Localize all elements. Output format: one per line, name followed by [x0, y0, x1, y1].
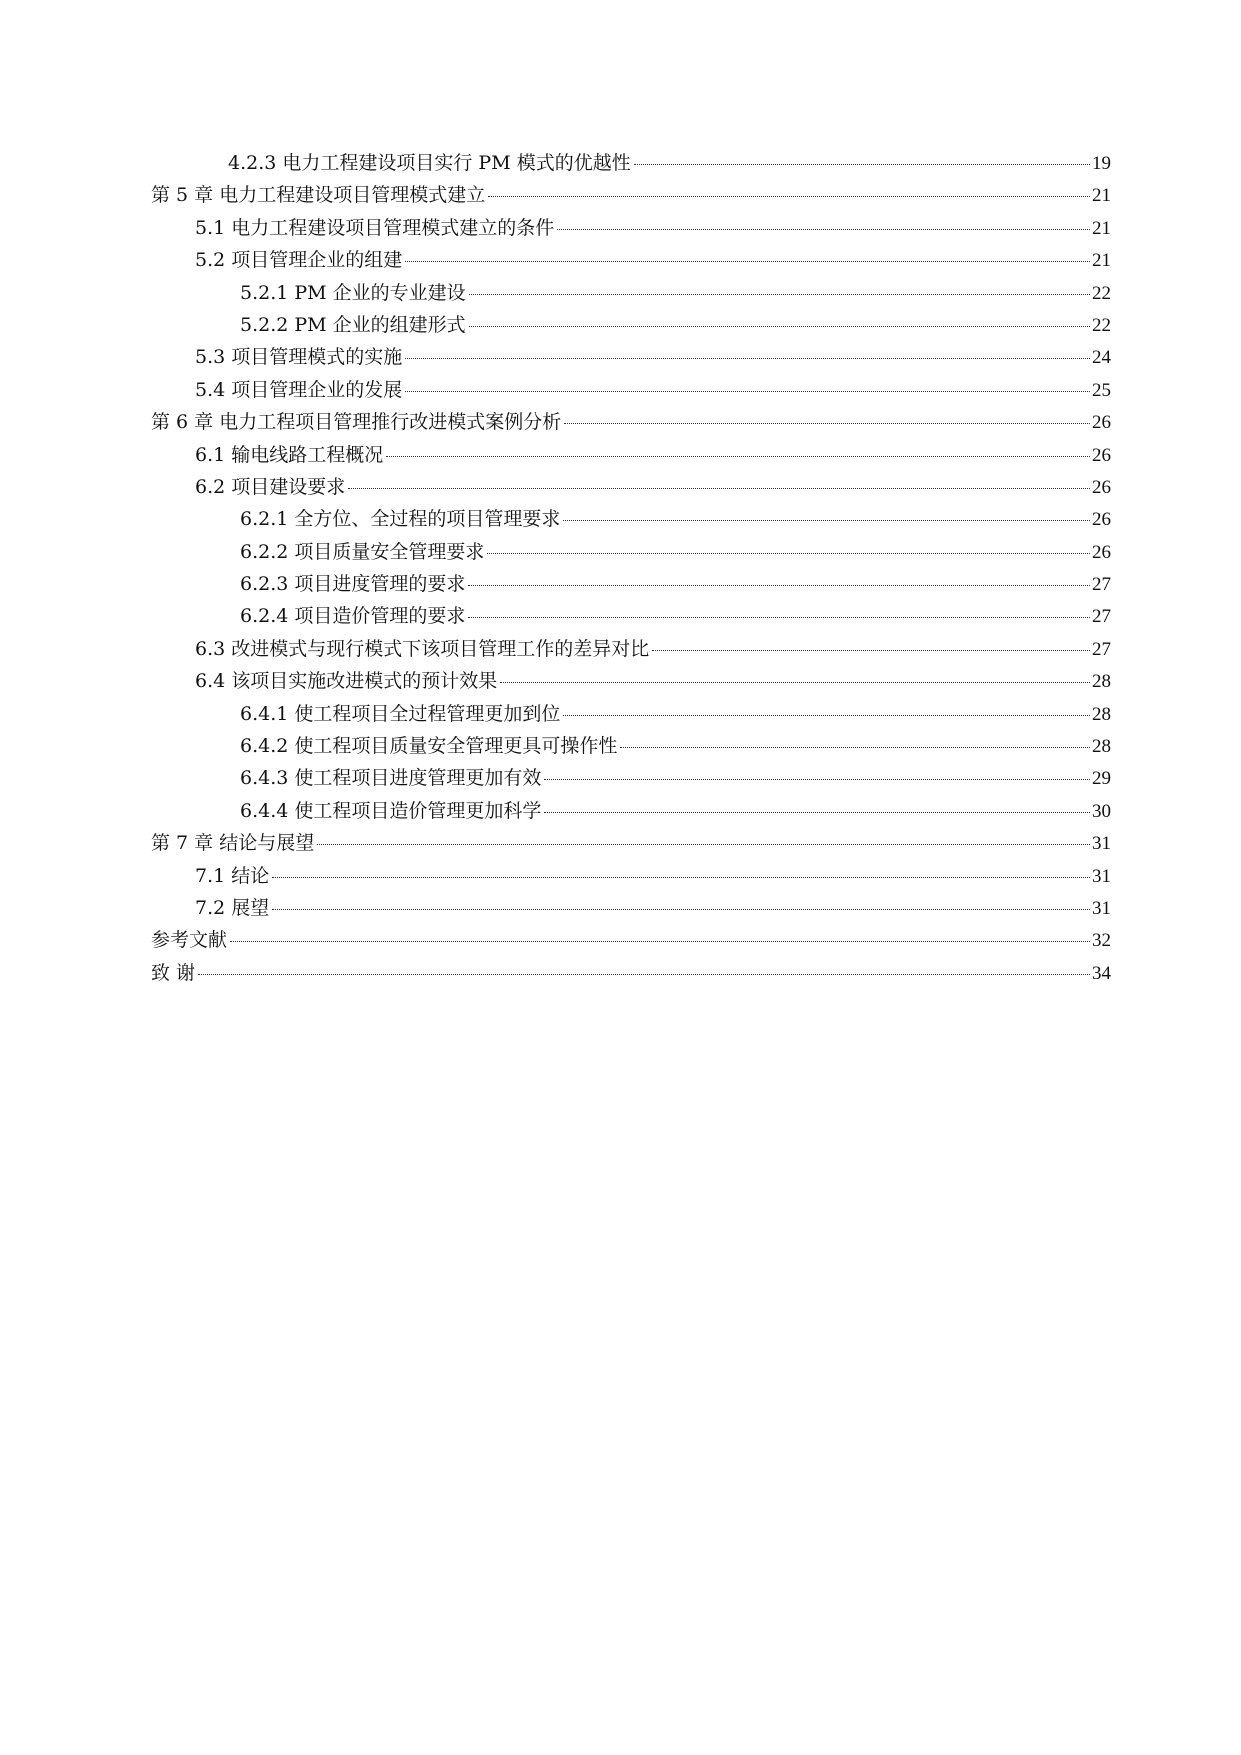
toc-dot-leader: [469, 294, 1090, 295]
toc-page-number: 26: [1092, 476, 1111, 498]
toc-dot-leader: [557, 229, 1090, 230]
toc-dot-leader: [468, 617, 1090, 618]
toc-page-number: 34: [1092, 962, 1111, 984]
toc-dot-leader: [563, 520, 1090, 521]
toc-entry-label: 6.2.1 全方位、全过程的项目管理要求: [240, 508, 561, 531]
toc-page-number: 26: [1092, 509, 1111, 531]
toc-page-number: 26: [1092, 412, 1111, 434]
toc-entry-label: 6.2.3 项目进度管理的要求: [240, 573, 466, 596]
toc-entry[interactable]: [151, 180, 1111, 212]
toc-entry[interactable]: [151, 569, 1111, 601]
toc-entry[interactable]: [151, 828, 1111, 860]
toc-entry-label: 6.4.1 使工程项目全过程管理更加到位: [240, 702, 561, 725]
toc-page-number: 29: [1092, 768, 1111, 790]
toc-entry[interactable]: [151, 407, 1111, 439]
toc-page-number: 21: [1092, 217, 1111, 239]
toc-dot-leader: [544, 779, 1090, 780]
toc-dot-leader: [198, 974, 1090, 975]
toc-dot-leader: [405, 261, 1090, 262]
toc-dot-leader: [620, 747, 1090, 748]
toc-entry[interactable]: [151, 893, 1111, 925]
toc-entry-label: 7.2 展望: [195, 896, 270, 919]
toc-page-number: 24: [1092, 347, 1111, 369]
toc-page-number: 31: [1092, 897, 1111, 919]
toc-entry-label: 6.2.4 项目造价管理的要求: [240, 605, 466, 628]
toc-entry[interactable]: [151, 148, 1111, 180]
toc-entry[interactable]: [151, 342, 1111, 374]
toc-entry-label: 5.2.1 PM 企业的专业建设: [240, 281, 466, 304]
toc-entry[interactable]: [151, 634, 1111, 666]
toc-page-number: 27: [1092, 574, 1111, 596]
toc-dot-leader: [272, 909, 1090, 910]
toc-entry[interactable]: [151, 472, 1111, 504]
toc-page-number: 27: [1092, 606, 1111, 628]
toc-dot-leader: [469, 326, 1090, 327]
toc-entry[interactable]: [151, 666, 1111, 698]
toc-entry[interactable]: [151, 213, 1111, 245]
toc-dot-leader: [386, 456, 1090, 457]
toc-entry-label: 5.2.2 PM 企业的组建形式: [240, 313, 466, 336]
toc-entry[interactable]: [151, 440, 1111, 472]
toc-dot-leader: [272, 877, 1090, 878]
toc-page-number: 32: [1092, 930, 1111, 952]
toc-dot-leader: [405, 358, 1090, 359]
toc-entry[interactable]: [151, 796, 1111, 828]
toc-entry[interactable]: [151, 861, 1111, 893]
toc-page-number: 19: [1092, 153, 1111, 174]
toc-entry-label: 5.3 项目管理模式的实施: [195, 346, 403, 369]
toc-page-number: 25: [1092, 379, 1111, 401]
toc-entry-label: 5.1 电力工程建设项目管理模式建立的条件: [195, 216, 555, 239]
toc-dot-leader: [564, 423, 1090, 424]
toc-entry-label: 6.4.3 使工程项目进度管理更加有效: [240, 767, 542, 790]
toc-page-number: 27: [1092, 638, 1111, 660]
toc-page-number: 21: [1092, 250, 1111, 272]
toc-entry[interactable]: [151, 699, 1111, 731]
toc-entry[interactable]: [151, 763, 1111, 795]
toc-entry-label: 第 6 章 电力工程项目管理推行改进模式案例分析: [151, 411, 562, 434]
table-of-contents: [151, 148, 1111, 990]
toc-dot-leader: [488, 196, 1090, 197]
toc-page-number: 28: [1092, 736, 1111, 758]
toc-page-number: 28: [1092, 703, 1111, 725]
toc-dot-leader: [468, 585, 1090, 586]
toc-page-number: 22: [1092, 282, 1111, 304]
toc-entry[interactable]: [151, 925, 1111, 957]
toc-entry-label: 6.4.2 使工程项目质量安全管理更具可操作性: [240, 735, 618, 758]
toc-dot-leader: [544, 812, 1090, 813]
toc-entry-label: 5.2 项目管理企业的组建: [195, 249, 403, 272]
toc-dot-leader: [348, 488, 1090, 489]
toc-entry-label: 6.2.2 项目质量安全管理要求: [240, 540, 485, 563]
toc-dot-leader: [563, 715, 1090, 716]
toc-entry-label: 6.1 输电线路工程概况: [195, 443, 384, 466]
toc-entry[interactable]: [151, 601, 1111, 633]
toc-entry[interactable]: [151, 310, 1111, 342]
toc-dot-leader: [230, 941, 1090, 942]
toc-page-number: 21: [1092, 185, 1111, 207]
toc-entry-label: 6.4 该项目实施改进模式的预计效果: [195, 670, 498, 693]
toc-entry[interactable]: [151, 958, 1111, 990]
toc-entry[interactable]: [151, 375, 1111, 407]
toc-dot-leader: [652, 650, 1090, 651]
toc-entry-label: 参考文献: [151, 929, 228, 952]
toc-entry[interactable]: [151, 245, 1111, 277]
toc-entry-label: 4.2.3 电力工程建设项目实行 PM 模式的优越性: [228, 152, 631, 174]
toc-entry-label: 第 7 章 结论与展望: [151, 832, 315, 855]
toc-dot-leader: [634, 164, 1090, 165]
toc-entry-label: 6.4.4 使工程项目造价管理更加科学: [240, 799, 542, 822]
toc-page-number: 26: [1092, 541, 1111, 563]
toc-page-number: 26: [1092, 444, 1111, 466]
toc-entry[interactable]: [151, 278, 1111, 310]
toc-entry-label: 5.4 项目管理企业的发展: [195, 378, 403, 401]
toc-dot-leader: [317, 844, 1090, 845]
toc-entry-label: 致 谢: [151, 961, 196, 984]
toc-entry-label: 7.1 结论: [195, 864, 270, 887]
toc-page-number: 31: [1092, 865, 1111, 887]
toc-page-number: 28: [1092, 671, 1111, 693]
toc-entry[interactable]: [151, 504, 1111, 536]
toc-page-number: 31: [1092, 833, 1111, 855]
toc-entry-label: 6.2 项目建设要求: [195, 475, 346, 498]
toc-dot-leader: [500, 682, 1090, 683]
toc-dot-leader: [487, 553, 1090, 554]
toc-entry-label: 第 5 章 电力工程建设项目管理模式建立: [151, 184, 486, 207]
toc-entry[interactable]: [151, 537, 1111, 569]
toc-dot-leader: [405, 391, 1090, 392]
toc-entry[interactable]: [151, 731, 1111, 763]
toc-page-number: 22: [1092, 314, 1111, 336]
toc-entry-label: 6.3 改进模式与现行模式下该项目管理工作的差异对比: [195, 637, 650, 660]
toc-page-number: 30: [1092, 800, 1111, 822]
